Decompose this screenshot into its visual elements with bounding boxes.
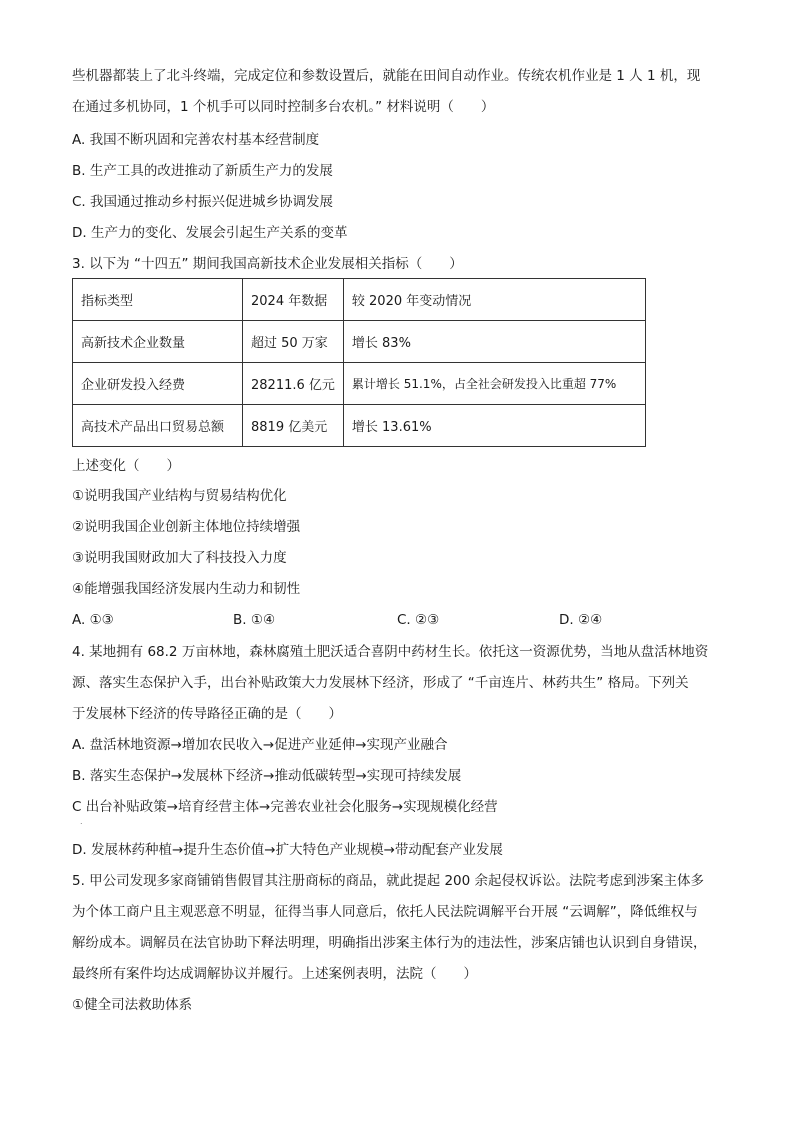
text-line: 解纷成本。调解员在法官协助下释法明理，明确指出涉案主体行为的违法性，涉案店铺也认识到自身错误， (72, 935, 707, 951)
statement-text: ②说明我国企业创新主体地位持续增强 (72, 519, 301, 535)
table-cell: 企业研发投入经费 (73, 363, 243, 405)
q2-option-b (72, 161, 732, 181)
q3-statement-4 (72, 579, 732, 599)
question-3-followup (72, 456, 732, 476)
statement-text: ③说明我国财政加大了科技投入力度 (72, 550, 287, 566)
option-text: C. 我国通过推动乡村振兴促进城乡协调发展 (72, 194, 334, 210)
text-line: 些机器都装上了北斗终端，完成定位和参数设置后，就能在田间自动作业。传统农机作业是 1 人 1 机，现 (72, 68, 701, 84)
choice-c: C. ②③ (397, 612, 440, 628)
question-3-stem (72, 254, 732, 274)
q4-option-a (72, 735, 732, 755)
q3-statement-1 (72, 486, 732, 506)
table-cell: 增长 13.61% (343, 405, 645, 447)
table-cell: 超过 50 万家 (243, 321, 344, 363)
table-header-cell: 较 2020 年变动情况 (343, 279, 645, 321)
q2-option-a (72, 130, 732, 150)
question-4-stem-cont2 (72, 704, 732, 724)
table-header-cell: 2024 年数据 (243, 279, 344, 321)
table-cell: 高技术产品出口贸易总额 (73, 405, 243, 447)
option-text: A. 我国不断巩固和完善农村基本经营制度 (72, 132, 320, 148)
table-header-cell: 指标类型 (73, 279, 243, 321)
option-text: B. 生产工具的改进推动了新质生产力的发展 (72, 163, 333, 179)
table-cell: 8819 亿美元 (243, 405, 344, 447)
q5-statement-1 (72, 995, 732, 1015)
option-text: A. 盘活林地资源→增加农民收入→促进产业延伸→实现产业融合 (72, 737, 448, 753)
question-5-stem-cont2 (72, 933, 732, 953)
statement-text: ④能增强我国经济发展内生动力和韧性 (72, 581, 301, 597)
table-header-row (73, 279, 646, 321)
question-2-stem (72, 66, 732, 86)
q4-option-b (72, 766, 732, 786)
q3-statement-2 (72, 517, 732, 537)
stray-mark: . (80, 817, 83, 826)
text-line: 最终所有案件均达成调解协议并履行。上述案例表明，法院（ ） (72, 966, 477, 982)
table-cell: 累计增长 51.1%，占全社会研发投入比重超 77% (343, 363, 645, 405)
statement-text: ①健全司法救助体系 (72, 997, 193, 1013)
text-line: 4. 某地拥有 68.2 万亩林地，森林腐殖土肥沃适合喜阴中药材生长。依托这一资源优势，当地从盘活林地资 (72, 644, 709, 660)
q3-statement-3 (72, 548, 732, 568)
table-row (73, 321, 646, 363)
option-text: D. 生产力的变化、发展会引起生产关系的变革 (72, 225, 348, 241)
table-cell: 28211.6 亿元 (243, 363, 344, 405)
option-text: B. 落实生态保护→发展林下经济→推动低碳转型→实现可持续发展 (72, 768, 462, 784)
text-line: 源、落实生态保护入手，出台补贴政策大力发展林下经济，形成了 “千亩连片、林药共生” 格局。下列关 (72, 675, 689, 691)
table-row (73, 405, 646, 447)
question-5-stem (72, 871, 732, 891)
question-2-stem-cont (72, 97, 732, 117)
q4-option-d (72, 840, 732, 860)
choice-b: B. ①④ (233, 612, 276, 628)
text-line: 于发展林下经济的传导路径正确的是（ ） (72, 706, 342, 722)
text-line: 5. 甲公司发现多家商铺销售假冒其注册商标的商品，就此提起 200 余起侵权诉讼。法院考虑到涉案主体多 (72, 873, 705, 889)
text-line: 上述变化（ ） (72, 458, 180, 474)
table-cell: 高新技术企业数量 (73, 321, 243, 363)
table-cell: 增长 83% (343, 321, 645, 363)
choice-a: A. ①③ (72, 612, 114, 628)
q3-choices (72, 610, 732, 630)
text-line: 为个体工商户且主观恶意不明显，征得当事人同意后，依托人民法院调解平台开展 “云调解”，降低维权与 (72, 904, 698, 920)
text-line: 3. 以下为 “十四五” 期间我国高新技术企业发展相关指标（ ） (72, 256, 463, 272)
question-4-stem (72, 642, 732, 662)
question-5-stem-cont (72, 902, 732, 922)
text-line: 在通过多机协同，1 个机手可以同时控制多台农机。” 材料说明（ ） (72, 99, 495, 115)
q2-option-d (72, 223, 732, 243)
option-text: C 出台补贴政策→培育经营主体→完善农业社会化服务→实现规模化经营 (72, 799, 498, 815)
statement-text: ①说明我国产业结构与贸易结构优化 (72, 488, 287, 504)
question-4-stem-cont (72, 673, 732, 693)
question-5-stem-cont3 (72, 964, 732, 984)
q4-option-c (72, 797, 732, 817)
choice-d: D. ②④ (559, 612, 603, 628)
indicator-table (72, 278, 646, 447)
option-text: D. 发展林药种植→提升生态价值→扩大特色产业规模→带动配套产业发展 (72, 842, 503, 858)
q2-option-c (72, 192, 732, 212)
table-row (73, 363, 646, 405)
